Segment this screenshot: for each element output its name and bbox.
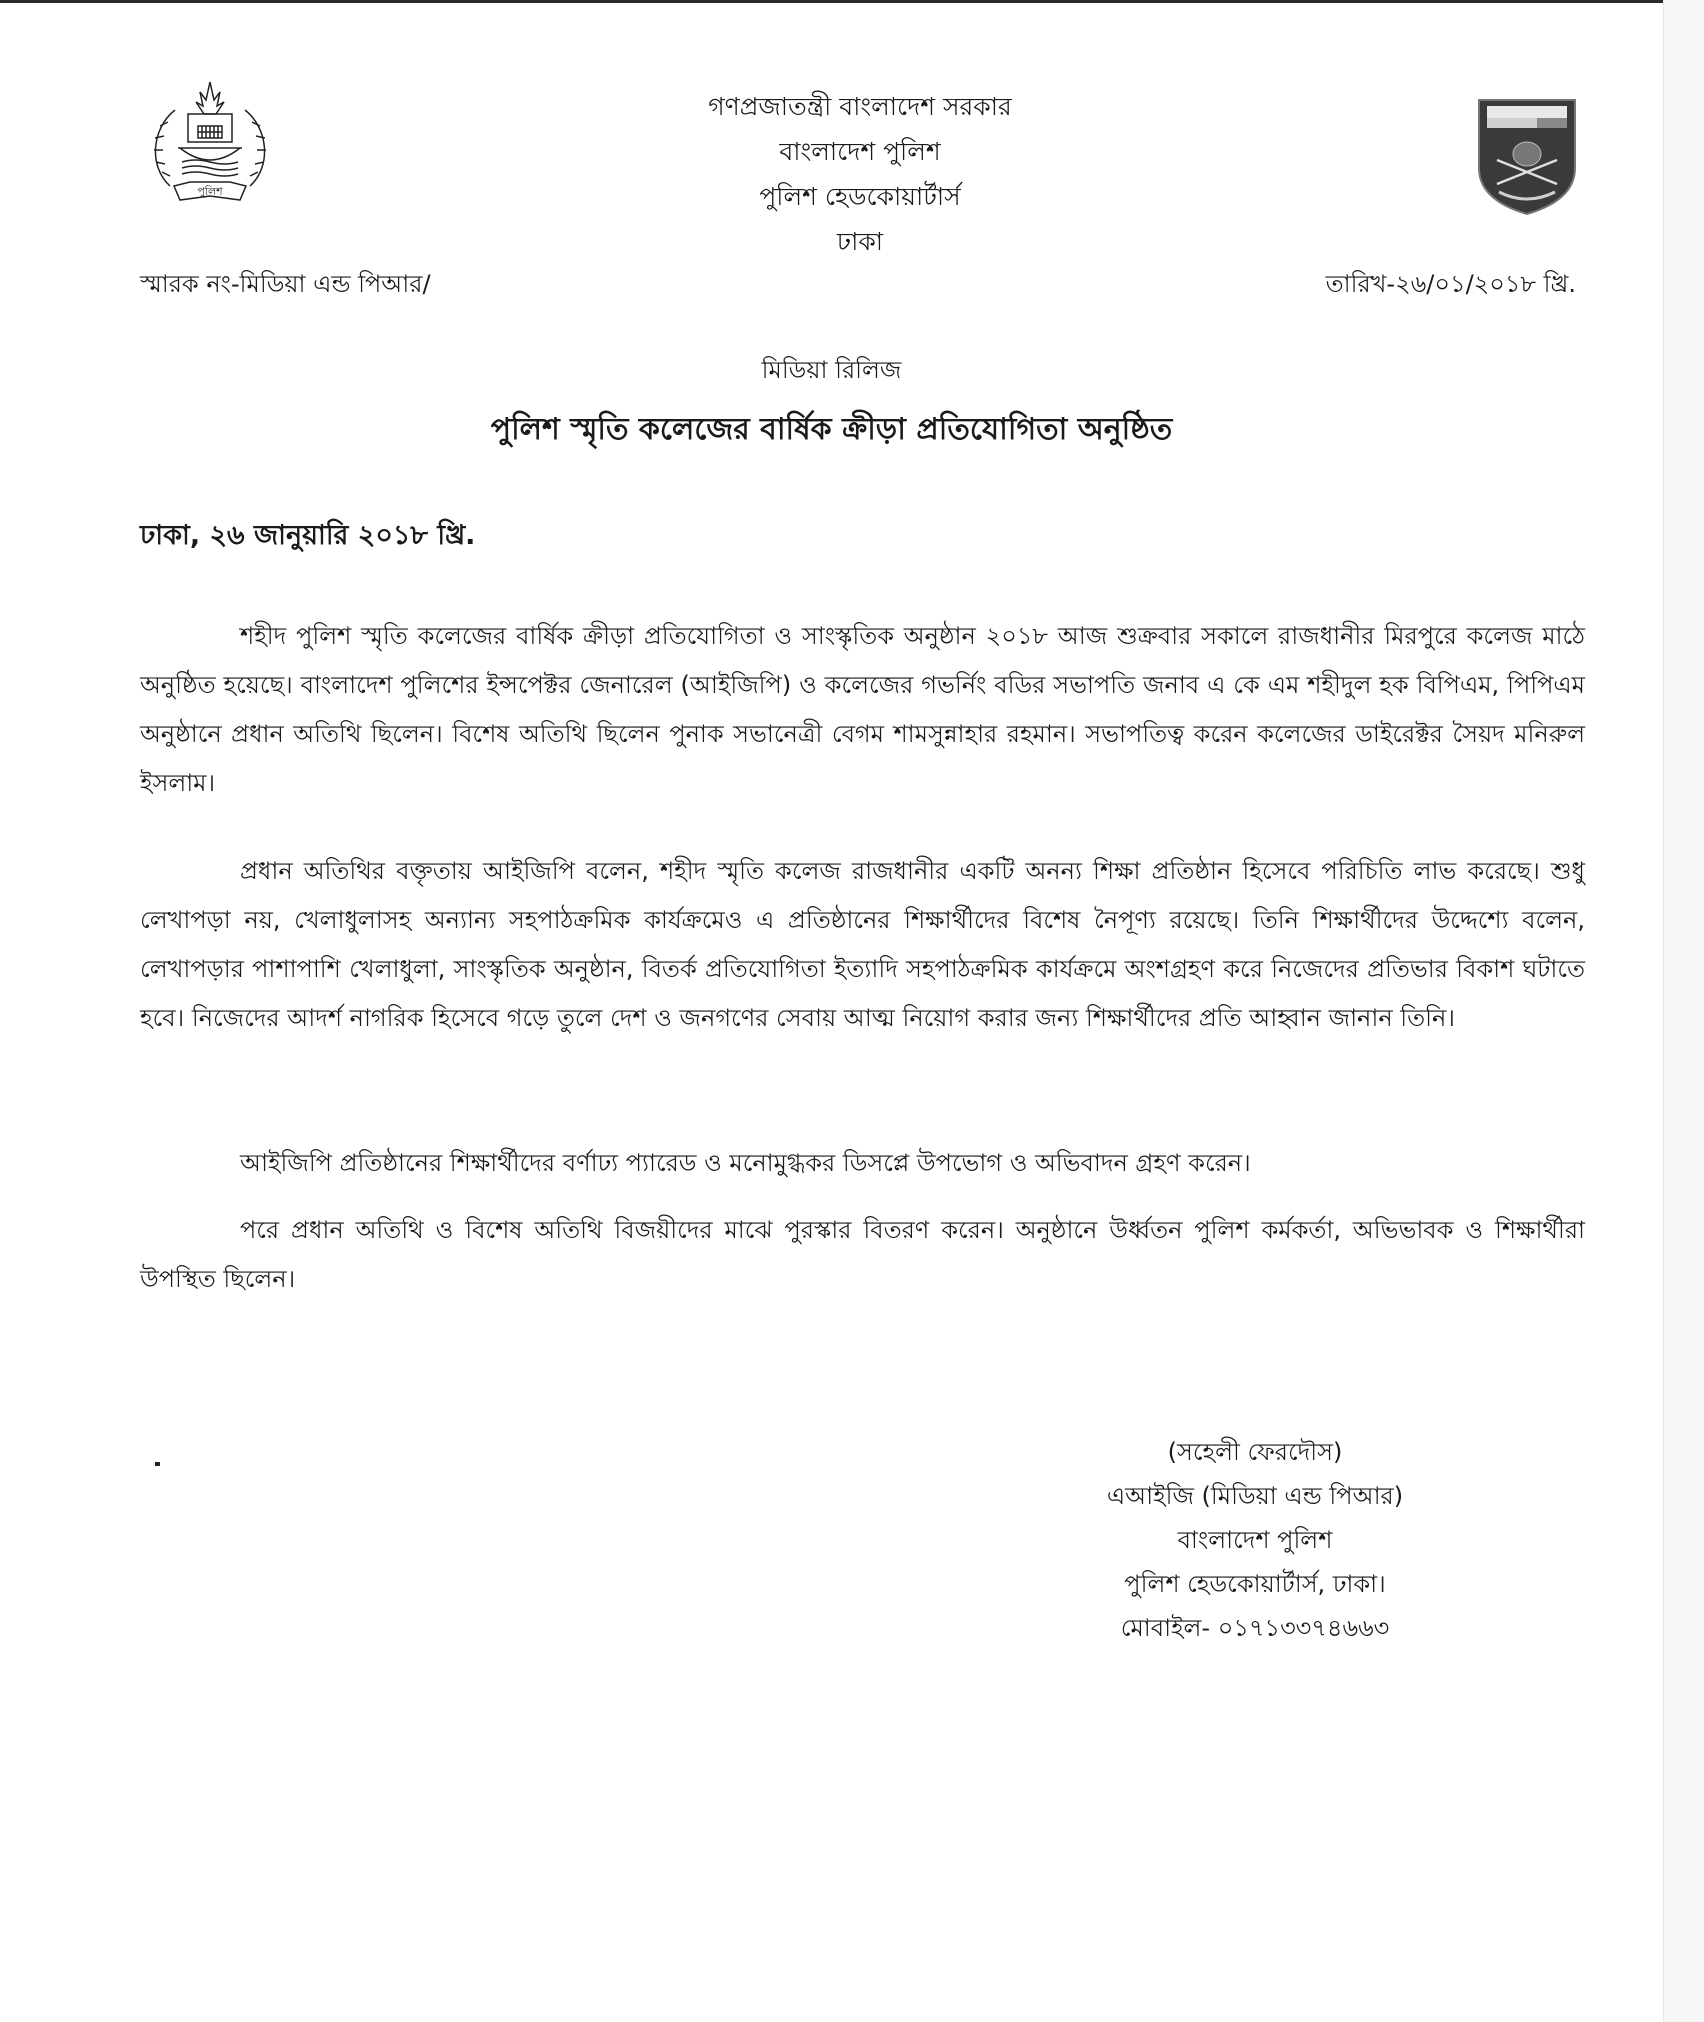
memo-date: তারিখ-২৬/০১/২০১৮ খ্রি. [1325, 270, 1576, 298]
signatory-name: (সহেলী ফেরদৌস) [1167, 1438, 1343, 1466]
scan-speck [155, 1462, 160, 1466]
signatory-organization: বাংলাদেশ পুলিশ [1177, 1526, 1333, 1554]
college-shield-icon [1475, 96, 1579, 216]
body-paragraph: পরে প্রধান অতিথি ও বিশেষ অতিথি বিজয়ীদের মাঝে পুরস্কার বিতরণ করেন। অনুষ্ঠানে উর্ধ্বতন পুলিশ কর্মকর্তা, অভিভাবক ও শিক্ষার্থীরা উপস্থিত ছিলেন। [140, 1216, 1585, 1293]
body-paragraph: আইজিপি প্রতিষ্ঠানের শিক্ষার্থীদের বর্ণাঢ্য প্যারেড ও মনোমুগ্ধকর ডিসপ্লে উপভোগ ও অভিবাদন গ্রহণ করেন। [240, 1149, 1251, 1177]
header-line-headquarters: পুলিশ হেডকোয়ার্টার্স [759, 182, 961, 211]
headline: পুলিশ স্মৃতি কলেজের বার্ষিক ক্রীড়া প্রতিযোগিতা অনুষ্ঠিত [490, 412, 1173, 447]
body-paragraph: প্রধান অতিথির বক্তৃতায় আইজিপি বলেন, শহীদ স্মৃতি কলেজ রাজধানীর একটি অনন্য শিক্ষা প্রতিষ্ঠান হিসেবে পরিচিতি লাভ করেছে। শুধু লেখাপড়া নয়, খেলাধুলাসহ অন্যান্য সহপাঠক্রমিক কার্যক্রমেও এ প্রতিষ্ঠানের শিক্ষার্থীদের বিশেষ নৈপূণ্য রয়েছে। তিনি শিক্ষার্থীদের উদ্দেশ্যে বলেন, লেখাপড়ার পাশাপাশি খেলাধুলা, সাংস্কৃতিক অনুষ্ঠান, বিতর্ক প্রতিযোগিতা ইত্যাদি সহপাঠক্রমিক কার্যক্রমে অংশগ্রহণ করে নিজেদের প্রতিভার বিকাশ ঘটাতে হবে। নিজেদের আদর্শ নাগরিক হিসেবে গড়ে তুলে দেশ ও জনগণের সেবায় আত্ম নিয়োগ করার জন্য শিক্ষার্থীদের প্রতি আহ্বান জানান তিনি। [140, 857, 1585, 1032]
police-emblem-icon [140, 78, 280, 208]
release-label: মিডিয়া রিলিজ [761, 356, 902, 384]
memo-reference: স্মারক নং-মিডিয়া এন্ড পিআর/ [140, 270, 431, 298]
header-line-government: গণপ্রজাতন্ত্রী বাংলাদেশ সরকার [708, 92, 1012, 121]
emblem-caption: পুলিশ [197, 185, 223, 198]
header-line-police: বাংলাদেশ পুলিশ [779, 137, 941, 166]
signatory-mobile: মোবাইল- ০১৭১৩৩৭৪৬৬৩ [1120, 1614, 1390, 1642]
dateline: ঢাকা, ২৬ জানুয়ারি ২০১৮ খ্রি. [140, 520, 476, 551]
signatory-office: পুলিশ হেডকোয়ার্টার্স, ঢাকা। [1124, 1570, 1386, 1598]
body-paragraph: শহীদ পুলিশ স্মৃতি কলেজের বার্ষিক ক্রীড়া প্রতিযোগিতা ও সাংস্কৃতিক অনুষ্ঠান ২০১৮ আজ শুক্রবার সকালে রাজধানীর মিরপুরে কলেজ মাঠে অনুষ্ঠিত হয়েছে। বাংলাদেশ পুলিশের ইন্সপেক্টর জেনারেল (আইজিপি) ও কলেজের গভর্নিং বডির সভাপতি জনাব এ কে এম শহীদুল হক বিপিএম, পিপিএম অনুষ্ঠানে প্রধান অতিথি ছিলেন। বিশেষ অতিথি ছিলেন পুনাক সভানেত্রী বেগম শামসুন্নাহার রহমান। সভাপতিত্ব করেন কলেজের ডাইরেক্টর সৈয়দ মনিরুল ইসলাম। [140, 622, 1585, 797]
scan-top-edge [0, 0, 1663, 3]
scan-right-margin [1663, 0, 1704, 2022]
header-line-city: ঢাকা [836, 227, 884, 256]
government-header [560, 84, 1160, 264]
signatory-title: এআইজি (মিডিয়া এন্ড পিআর) [1106, 1482, 1404, 1510]
signature-block [1030, 1430, 1480, 1650]
